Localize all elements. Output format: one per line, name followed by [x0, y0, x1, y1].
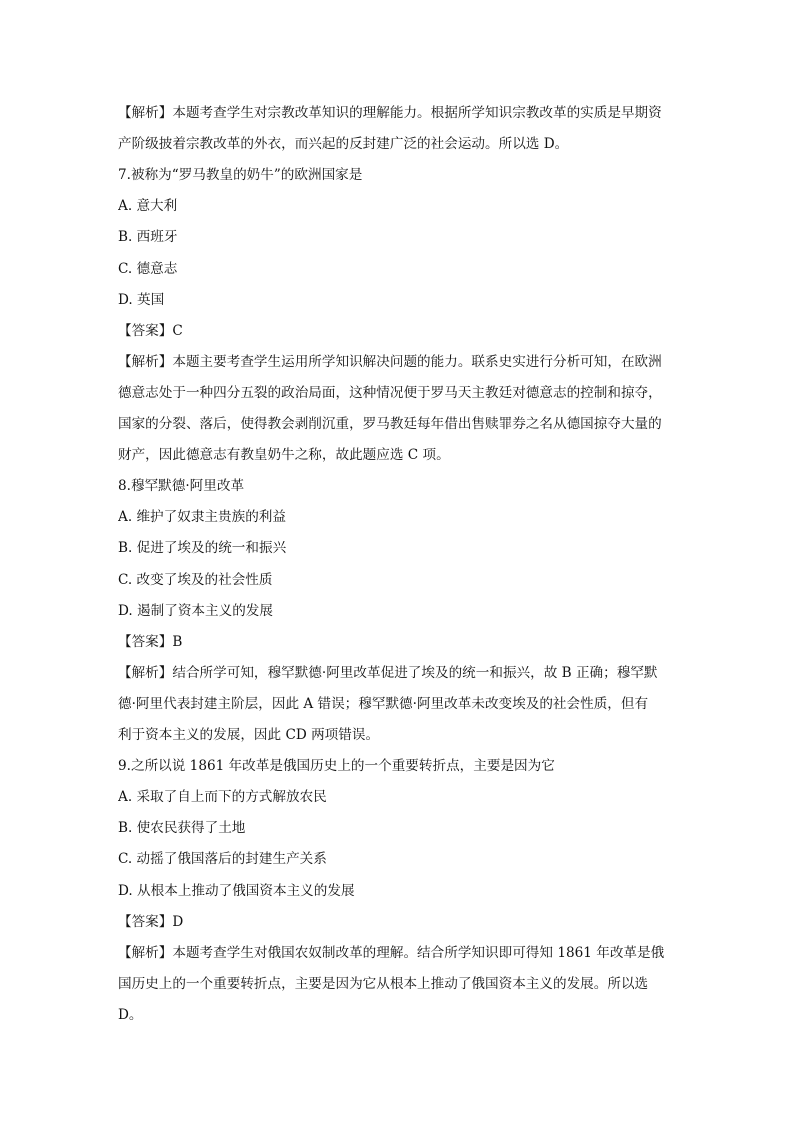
question-line: 8.穆罕默德·阿里改革 [118, 478, 245, 495]
option-line: B. 西班牙 [118, 229, 178, 246]
explanation-line: 国家的分裂、落后，使得教会剥削沉重，罗马教廷每年借出售赎罪券之名从德国掠夺大量的 [118, 416, 662, 432]
explanation-line: 【解析】结合所学可知，穆罕默德·阿里改革促进了埃及的统一和振兴，故 B 正确；穆罕默 [118, 664, 658, 681]
option-line: C. 改变了埃及的社会性质 [118, 571, 273, 588]
explanation-line: 德意志处于一种四分五裂的政治局面，这种情况便于罗马天主教廷对德意志的控制和掠夺， [118, 384, 662, 401]
option-line: D. 遏制了资本主义的发展 [118, 602, 273, 619]
answer-line: 【答案】B [118, 633, 183, 650]
explanation-line: 利于资本主义的发展，因此 CD 两项错误。 [118, 727, 380, 743]
option-line: B. 使农民获得了土地 [118, 820, 246, 837]
option-line: A. 意大利 [118, 198, 178, 215]
explanation-line: 财产，因此德意志有教皇奶牛之称，故此题应选 C 项。 [118, 447, 450, 464]
explanation-line: 产阶级披着宗教改革的外衣，而兴起的反封建广泛的社会运动。所以选 D。 [118, 136, 569, 153]
question-line: 7.被称为“罗马教皇的奶牛”的欧洲国家是 [118, 167, 363, 184]
answer-line: 【答案】C [118, 322, 183, 339]
question-line: 9.之所以说 1861 年改革是俄国历史上的一个重要转折点，主要是因为它 [118, 758, 555, 775]
option-line: B. 促进了埃及的统一和振兴 [118, 540, 287, 557]
explanation-line: 德·阿里代表封建主阶层，因此 A 错误；穆罕默德·阿里改革未改变埃及的社会性质，但有 [118, 695, 649, 712]
answer-line: 【答案】D [118, 913, 184, 930]
option-line: A. 维护了奴隶主贵族的利益 [118, 509, 286, 526]
explanation-line: D。 [118, 1006, 143, 1023]
option-line: C. 动摇了俄国落后的封建生产关系 [118, 851, 327, 868]
explanation-line: 【解析】本题考查学生对俄国农奴制改革的理解。结合所学知识即可得知 1861 年改革是俄 [118, 944, 665, 961]
explanation-line: 【解析】本题主要考查学生运用所学知识解决问题的能力。联系史实进行分析可知，在欧洲 [118, 353, 662, 370]
option-line: C. 德意志 [118, 260, 178, 277]
option-line: D. 英国 [118, 291, 165, 308]
explanation-line: 【解析】本题考查学生对宗教改革知识的理解能力。根据所学知识宗教改革的实质是早期资 [118, 105, 662, 121]
option-line: A. 采取了自上而下的方式解放农民 [118, 789, 327, 806]
option-line: D. 从根本上推动了俄国资本主义的发展 [118, 882, 355, 899]
explanation-line: 国历史上的一个重要转折点，主要是因为它从根本上推动了俄国资本主义的发展。所以选 [118, 975, 649, 992]
